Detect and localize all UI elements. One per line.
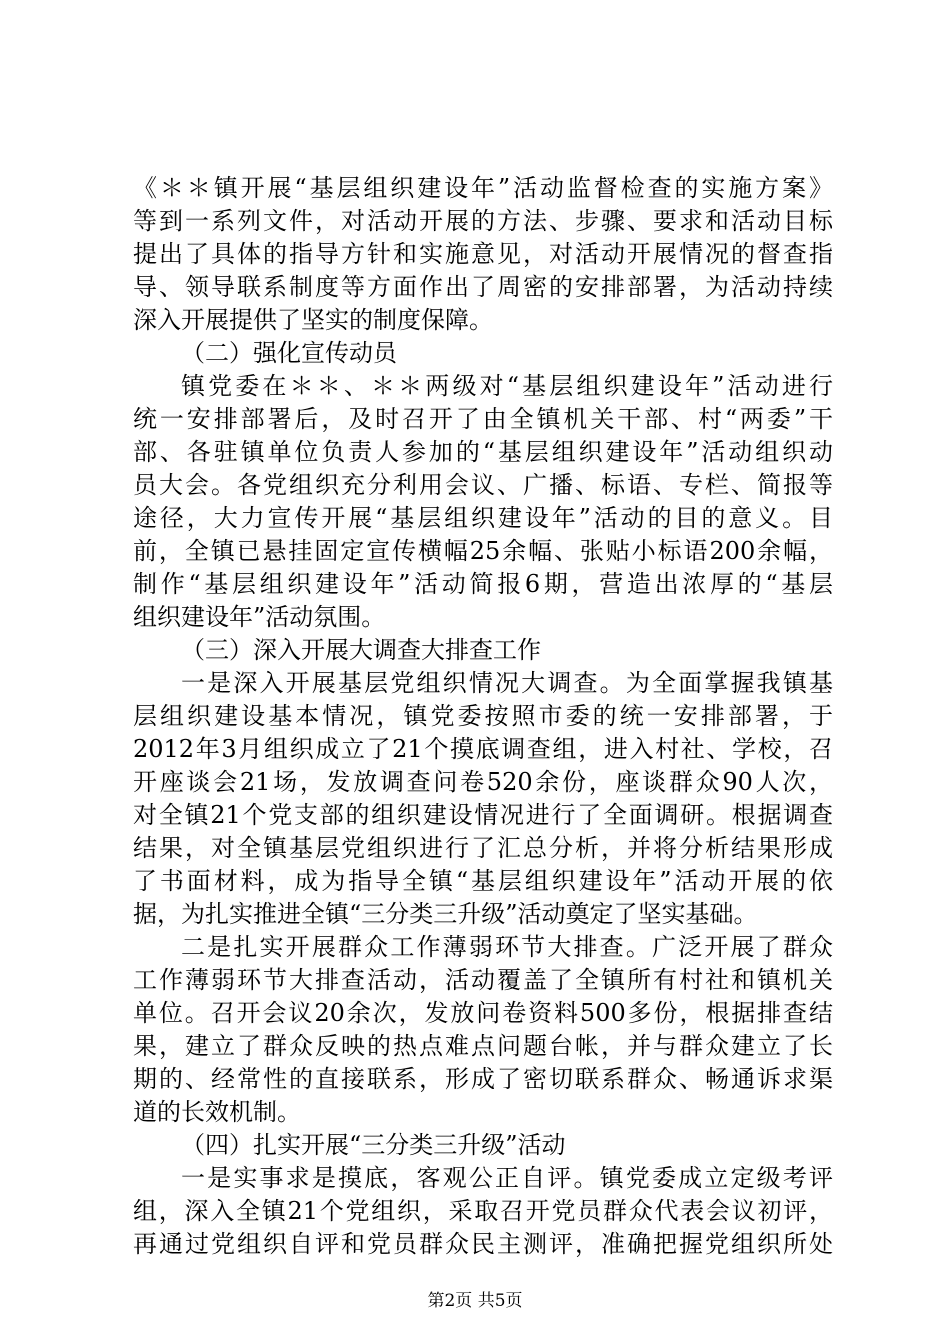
text-line: 《＊＊镇开展“基层组织建设年”活动监督检查的实施方案》 bbox=[133, 174, 833, 202]
text-line: 等到一系列文件，对活动开展的方法、步骤、要求和活动目标 bbox=[133, 207, 833, 235]
text-line: 期的、经常性的直接联系，形成了密切联系群众、畅通诉求渠 bbox=[133, 1065, 833, 1093]
paragraph bbox=[133, 931, 833, 1129]
text-line: 前，全镇已悬挂固定宣传横幅25余幅、张贴小标语200余幅， bbox=[133, 537, 833, 565]
text-line: 镇党委在＊＊、＊＊两级对“基层组织建设年”活动进行 bbox=[181, 372, 833, 400]
text-line: 工作薄弱环节大排查活动，活动覆盖了全镇所有村社和镇机关 bbox=[133, 966, 833, 994]
text-line: 2012年3月组织成立了21个摸底调查组，进入村社、学校，召 bbox=[133, 735, 833, 763]
text-line: 果，建立了群众反映的热点难点问题台帐，并与群众建立了长 bbox=[133, 1032, 833, 1060]
text-line: （二）强化宣传动员 bbox=[181, 339, 397, 367]
text-line: 对全镇21个党支部的组织建设情况进行了全面调研。根据调查 bbox=[133, 801, 833, 829]
text-line: 途径，大力宣传开展“基层组织建设年”活动的目的意义。目 bbox=[133, 504, 833, 532]
text-line: 部、各驻镇单位负责人参加的“基层组织建设年”活动组织动 bbox=[133, 438, 833, 466]
text-line: 提出了具体的指导方针和实施意见，对活动开展情况的督查指 bbox=[133, 240, 833, 268]
text-line: 据，为扎实推进全镇“三分类三升级”活动奠定了坚实基础。 bbox=[133, 900, 758, 928]
text-line: 统一安排部署后，及时召开了由全镇机关干部、村“两委”干 bbox=[133, 405, 833, 433]
text-line: 深入开展提供了坚实的制度保障。 bbox=[133, 306, 493, 334]
section-heading bbox=[133, 1129, 833, 1162]
text-line: 一是实事求是摸底，客观公正自评。镇党委成立定级考评 bbox=[181, 1164, 833, 1192]
text-line: 层组织建设基本情况，镇党委按照市委的统一安排部署，于 bbox=[133, 702, 833, 730]
text-line: 组，深入全镇21个党组织，采取召开党员群众代表会议初评， bbox=[133, 1197, 833, 1225]
text-line: 了书面材料，成为指导全镇“基层组织建设年”活动开展的依 bbox=[133, 867, 833, 895]
text-line: 结果，对全镇基层党组织进行了汇总分析，并将分析结果形成 bbox=[133, 834, 833, 862]
text-line: 道的长效机制。 bbox=[133, 1098, 301, 1126]
text-line: （四）扎实开展“三分类三升级”活动 bbox=[181, 1131, 566, 1159]
text-line: 员大会。各党组织充分利用会议、广播、标语、专栏、简报等 bbox=[133, 471, 833, 499]
text-line: 制作“基层组织建设年”活动简报6期，营造出浓厚的“基层 bbox=[133, 570, 833, 598]
text-line: 单位。召开会议20余次，发放问卷资料500多份，根据排查结 bbox=[133, 999, 833, 1027]
document-body bbox=[133, 172, 833, 1261]
text-line: 再通过党组织自评和党员群众民主测评，准确把握党组织所处 bbox=[133, 1230, 833, 1258]
text-line: （三）深入开展大调查大排查工作 bbox=[181, 636, 541, 664]
paragraph bbox=[133, 667, 833, 931]
paragraph bbox=[133, 370, 833, 634]
text-line: 组织建设年”活动氛围。 bbox=[133, 603, 386, 631]
text-line: 开座谈会21场，发放调查问卷520余份，座谈群众90人次， bbox=[133, 768, 833, 796]
paragraph bbox=[133, 172, 833, 337]
text-line: 导、领导联系制度等方面作出了周密的安排部署，为活动持续 bbox=[133, 273, 833, 301]
text-line: 一是深入开展基层党组织情况大调查。为全面掌握我镇基 bbox=[181, 669, 833, 697]
page-footer: 第2页 共5页 bbox=[427, 1291, 523, 1311]
paragraph bbox=[133, 1162, 833, 1261]
section-heading bbox=[133, 634, 833, 667]
section-heading bbox=[133, 337, 833, 370]
text-line: 二是扎实开展群众工作薄弱环节大排查。广泛开展了群众 bbox=[181, 933, 833, 961]
